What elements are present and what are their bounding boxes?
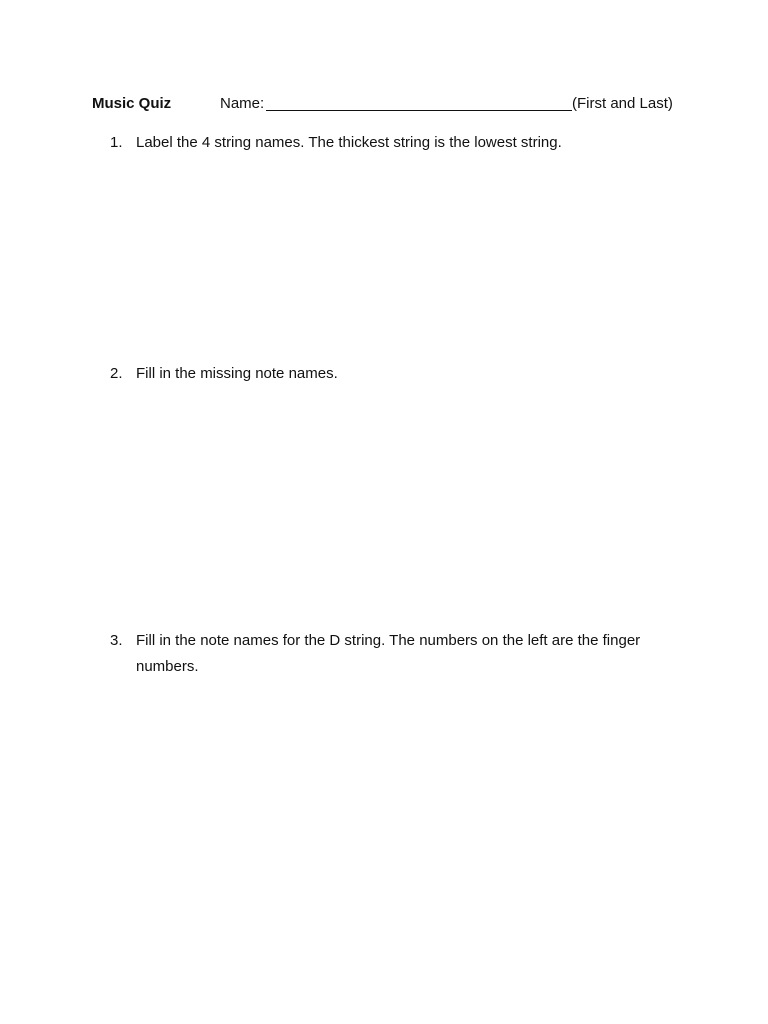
name-blank-line — [266, 110, 572, 111]
question-text: Fill in the missing note names. — [136, 365, 338, 382]
question-number: 1. — [110, 134, 123, 151]
name-label: Name: — [220, 95, 265, 112]
name-hint: (First and Last) — [572, 95, 673, 112]
question-number: 3. — [110, 632, 123, 649]
question-number: 2. — [110, 365, 123, 382]
question-text: Fill in the note names for the D string. The numbers on the left are the finger numbers. — [136, 632, 641, 675]
question-text: Label the 4 string names. The thickest string is the lowest string. — [136, 134, 562, 151]
quiz-title: Music Quiz — [92, 95, 172, 112]
